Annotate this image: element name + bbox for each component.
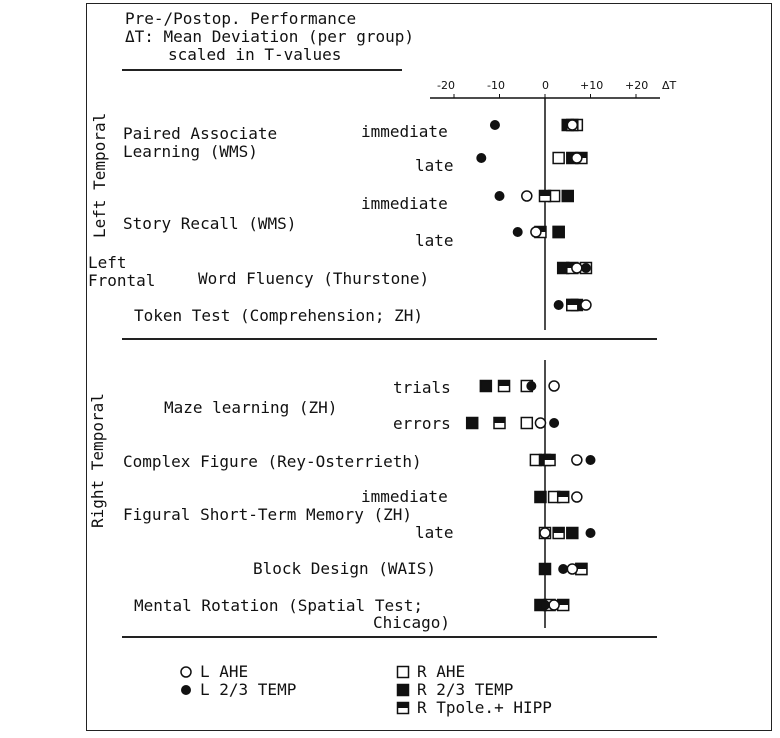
legend-marker-l-temp <box>182 686 191 695</box>
legend-marker-r-temp <box>398 685 409 696</box>
label-maze: Maze learning (ZH) <box>164 398 338 417</box>
label-word-fluency: Word Fluency (Thurstone) <box>198 269 430 288</box>
label-late-c: late <box>415 523 454 542</box>
label-late-a: late <box>415 156 454 175</box>
legend-marker-l-ahe <box>181 667 191 677</box>
tick-label-p10: +10 <box>580 79 604 92</box>
point-l-ahe-row-11 <box>567 564 577 574</box>
point-l-2-3-temp-row-12 <box>541 601 550 610</box>
point-l-2-3-temp-row-4 <box>581 264 590 273</box>
legend-marker-r-ahe <box>398 667 409 678</box>
point-l-ahe-row-1 <box>572 153 582 163</box>
label-late-b: late <box>415 231 454 250</box>
label-immediate-a: immediate <box>361 122 448 141</box>
figure-subtitle-2: scaled in T-values <box>168 45 342 64</box>
point-l-ahe-row-6 <box>549 381 559 391</box>
point-r-ahe-row-1 <box>553 153 564 164</box>
figure-subtitle: ΔT: Mean Deviation (per group) <box>125 27 414 46</box>
point-l-2-3-temp-row-5 <box>554 301 563 310</box>
label-figural: Figural Short-Term Memory (ZH) <box>123 505 412 524</box>
label-mental-rotation-2: Chicago) <box>373 613 451 632</box>
point-r-ahe-row-7 <box>521 418 532 429</box>
tick-label-p20: +20 <box>625 79 649 92</box>
point-l-ahe-row-10 <box>540 528 550 538</box>
label-errors: errors <box>393 414 451 433</box>
label-block-design: Block Design (WAIS) <box>253 559 437 578</box>
label-complex-figure: Complex Figure (Rey-Osterrieth) <box>123 452 422 471</box>
point-l-2-3-temp-row-9 <box>536 493 545 502</box>
point-l-2-3-temp-row-1 <box>477 154 486 163</box>
point-l-ahe-row-5 <box>581 300 591 310</box>
tick-label-m20: -20 <box>437 79 455 92</box>
point-r-tpole-hipp-row-9-fill <box>558 492 569 498</box>
label-trials: trials <box>393 378 451 397</box>
point-l-2-3-temp-row-0 <box>490 121 499 130</box>
label-paired-1: Paired Associate <box>123 124 278 143</box>
point-l-2-3-temp-row-7 <box>550 419 559 428</box>
point-l-ahe-row-2 <box>522 191 532 201</box>
point-r-tpole-hipp-row-7-fill <box>494 418 505 424</box>
point-l-2-3-temp-row-3 <box>513 228 522 237</box>
point-r-2-3-temp-row-3 <box>553 227 564 238</box>
legend-marker-r-tpole-fill <box>398 703 409 709</box>
axis-unit-label: ΔT <box>662 79 677 92</box>
legend-r-temp: R 2/3 TEMP <box>417 680 514 699</box>
point-l-2-3-temp-row-11 <box>559 565 568 574</box>
point-r-tpole-hipp-row-10-fill <box>553 528 564 534</box>
legend-l-temp: L 2/3 TEMP <box>200 680 297 699</box>
point-l-2-3-temp-row-8 <box>586 456 595 465</box>
tick-label-m10: -10 <box>487 79 505 92</box>
label-token-test: Token Test (Comprehension; ZH) <box>134 306 423 325</box>
point-l-ahe-row-0 <box>567 120 577 130</box>
figure-title: Pre-/Postop. Performance <box>125 9 357 28</box>
label-story-recall: Story Recall (WMS) <box>123 214 297 233</box>
point-r-2-3-temp-row-7 <box>467 418 478 429</box>
legend-r-tpole: R Tpole.+ HIPP <box>417 698 552 717</box>
tick-label-0: 0 <box>542 79 549 92</box>
section-left-temporal: Left Temporal <box>90 112 109 238</box>
label-immediate-b: immediate <box>361 194 448 213</box>
point-r-tpole-hipp-row-2-fill <box>540 191 551 197</box>
point-l-2-3-temp-row-10 <box>586 529 595 538</box>
legend-r-ahe: R AHE <box>417 662 466 681</box>
legend-l-ahe: L AHE <box>200 662 249 681</box>
point-l-ahe-row-3 <box>531 227 541 237</box>
point-r-2-3-temp-row-11 <box>540 564 551 575</box>
point-l-ahe-row-4 <box>572 263 582 273</box>
label-immediate-c: immediate <box>361 487 448 506</box>
section-right-temporal: Right Temporal <box>88 393 107 528</box>
point-l-2-3-temp-row-6 <box>527 382 536 391</box>
point-l-ahe-row-9 <box>572 492 582 502</box>
point-r-2-3-temp-row-6 <box>480 381 491 392</box>
point-l-ahe-row-7 <box>535 418 545 428</box>
label-mental-rotation-1: Mental Rotation (Spatial Test; <box>134 596 423 615</box>
point-r-tpole-hipp-row-8-fill <box>544 455 555 461</box>
point-r-tpole-hipp-row-6-fill <box>499 381 510 387</box>
point-l-ahe-row-8 <box>572 455 582 465</box>
point-r-2-3-temp-row-10 <box>567 528 578 539</box>
point-r-tpole-hipp-row-5-fill <box>567 300 578 306</box>
point-l-2-3-temp-row-2 <box>495 192 504 201</box>
section-left-frontal-1: Left <box>88 253 127 272</box>
point-l-ahe-row-12 <box>549 600 559 610</box>
label-paired-2: Learning (WMS) <box>123 142 258 161</box>
point-r-2-3-temp-row-2 <box>562 191 573 202</box>
section-left-frontal-2: Frontal <box>88 271 156 290</box>
